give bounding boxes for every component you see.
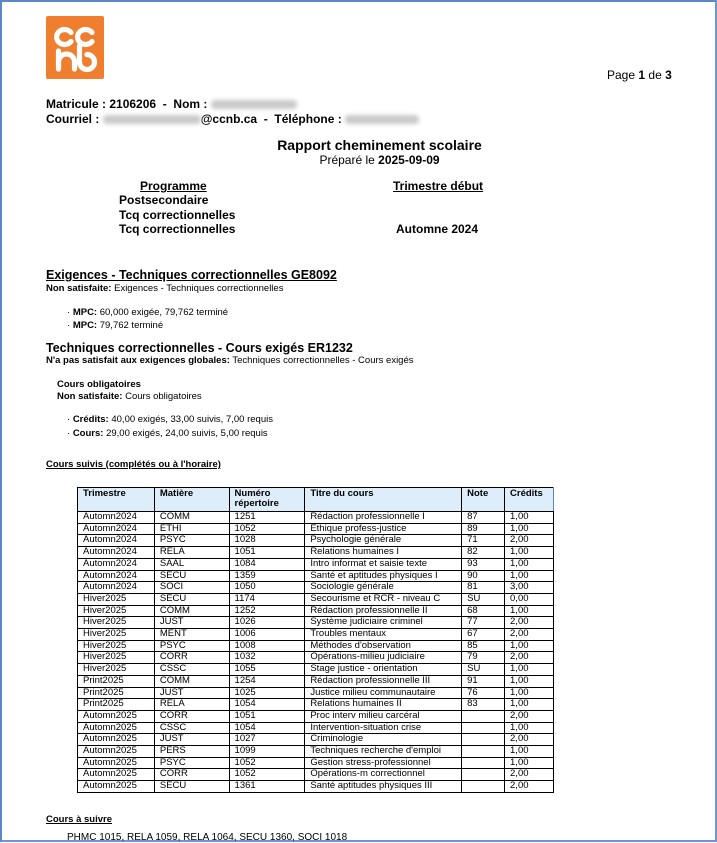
cell-credits: 0,00 [505, 593, 554, 605]
table-row [78, 617, 554, 629]
cell-matiere: PSYC [154, 640, 229, 652]
cell-note: 79 [462, 652, 505, 664]
bullet-text: 29,00 exigés, 24,00 suivis, 5,00 requis [106, 428, 268, 439]
cours-exiges-heading: Techniques correctionnelles - Cours exigés ER1232 [46, 341, 353, 355]
cell-numero: 1006 [229, 629, 305, 641]
table-row [78, 523, 554, 535]
cell-credits: 1,00 [505, 523, 554, 535]
cell-matiere: ETHI [154, 523, 229, 535]
cours-obligatoires-heading [57, 379, 141, 390]
column-header-titre: Titre du cours [305, 488, 462, 512]
bullet-label: MPC: [72, 307, 98, 318]
cell-trimestre: Automn2024 [78, 512, 155, 524]
page-of-label: de [648, 68, 662, 82]
cell-note: 85 [462, 640, 505, 652]
cell-trimestre: Print2025 [78, 699, 155, 711]
report-subtitle [2, 153, 717, 167]
cell-numero: 1055 [229, 664, 305, 676]
cell-matiere: PSYC [154, 757, 229, 769]
cell-numero: 1099 [229, 746, 305, 758]
cell-trimestre: Hiver2025 [78, 593, 155, 605]
cell-titre: Secourisme et RCR - niveau C [305, 593, 462, 605]
cell-trimestre: Hiver2025 [78, 605, 155, 617]
cours-bullet: · Cours: 29,00 exigés, 24,00 suivis, 5,00 requis [67, 428, 268, 439]
cell-credits: 1,00 [505, 558, 554, 570]
cell-note: 90 [462, 570, 505, 582]
bullet-text: 60,000 exigée, 79,762 terminé [99, 307, 229, 318]
column-header-note: Note [462, 488, 505, 512]
cell-numero: 1052 [229, 757, 305, 769]
courriel-label: Courriel : [46, 112, 100, 126]
cell-numero: 1052 [229, 523, 305, 535]
cell-note: 91 [462, 675, 505, 687]
exigences-heading: Exigences - Techniques correctionnelles GE8092 [46, 268, 337, 282]
cell-matiere: SOCI [154, 582, 229, 594]
cell-matiere: COMM [154, 512, 229, 524]
bullet-text: 79,762 terminé [99, 320, 164, 331]
table-row [78, 710, 554, 722]
redacted-phone [345, 115, 419, 124]
cell-trimestre: Automn2024 [78, 582, 155, 594]
matricule-value: 2106206 [109, 97, 157, 111]
credits-bullet: · Crédits: 40,00 exigés, 33,00 suivis, 7,00 requis [67, 414, 273, 425]
cell-titre: Techniques recherche d'emploi [305, 746, 462, 758]
bullet-label: Crédits: [72, 414, 109, 425]
cell-trimestre: Hiver2025 [78, 652, 155, 664]
redacted-name [211, 100, 297, 109]
cell-credits: 1,00 [505, 547, 554, 559]
cell-numero: 1054 [229, 699, 305, 711]
cell-titre: Proc interv milieu carcéral [305, 710, 462, 722]
cell-credits: 1,00 [505, 675, 554, 687]
cell-numero: 1032 [229, 652, 305, 664]
cell-credits: 2,00 [505, 652, 554, 664]
table-row [78, 593, 554, 605]
cell-credits: 1,00 [505, 757, 554, 769]
table-row [78, 629, 554, 641]
cell-titre: Opérations-m correctionnel [305, 769, 462, 781]
trimestre-debut-header: Trimestre début [393, 179, 484, 193]
cell-matiere: CORR [154, 710, 229, 722]
cours-obligatoires-status [57, 391, 202, 402]
cell-credits: 1,00 [505, 605, 554, 617]
cell-credits: 2,00 [505, 781, 554, 793]
cell-numero: 1252 [229, 605, 305, 617]
cell-trimestre: Automn2025 [78, 746, 155, 758]
cell-trimestre: Automn2025 [78, 769, 155, 781]
cell-matiere: SAAL [154, 558, 229, 570]
status-label: N'a pas satisfait aux exigences globales: [46, 355, 230, 366]
cell-trimestre: Automn2024 [78, 558, 155, 570]
cell-titre: Stage justice - orientation [305, 664, 462, 676]
cell-titre: Gestion stress-professionnel [305, 757, 462, 769]
cell-numero: 1251 [229, 512, 305, 524]
cell-trimestre: Print2025 [78, 687, 155, 699]
table-row [78, 570, 554, 582]
bullet-label: Cours: [72, 428, 104, 439]
table-row [78, 558, 554, 570]
cell-numero: 1051 [229, 547, 305, 559]
status-label: Non satisfaite: [46, 283, 112, 294]
cell-trimestre: Automn2025 [78, 757, 155, 769]
separator: - [263, 112, 268, 126]
cell-note [462, 734, 505, 746]
cell-titre: Intro informat et saisie texte [305, 558, 462, 570]
cell-titre: Criminologie [305, 734, 462, 746]
cell-note: 93 [462, 558, 505, 570]
cell-credits: 2,00 [505, 629, 554, 641]
cell-trimestre: Hiver2025 [78, 640, 155, 652]
cell-titre: Santé aptitudes physiques III [305, 781, 462, 793]
prepared-label: Préparé le [319, 153, 375, 167]
cell-titre: Système judiciaire criminel [305, 617, 462, 629]
cours-suivis-heading: Cours suivis (complétés ou à l'horaire) [46, 459, 221, 470]
cell-note: 71 [462, 535, 505, 547]
cell-note: 67 [462, 629, 505, 641]
status-text: Exigences - Techniques correctionnelles [114, 283, 284, 294]
table-row [78, 582, 554, 594]
cell-matiere: RELA [154, 699, 229, 711]
cell-trimestre: Hiver2025 [78, 617, 155, 629]
cell-trimestre: Print2025 [78, 675, 155, 687]
cell-credits: 2,00 [505, 617, 554, 629]
cell-numero: 1052 [229, 769, 305, 781]
page-current: 1 [638, 68, 646, 82]
ccnb-logo-icon [46, 16, 104, 79]
cell-titre: Relations humaines II [305, 699, 462, 711]
cell-trimestre: Automn2024 [78, 523, 155, 535]
courriel-domain: @ccnb.ca [200, 112, 258, 126]
table-row [78, 734, 554, 746]
cell-credits: 1,00 [505, 570, 554, 582]
cell-note [462, 757, 505, 769]
cell-credits: 2,00 [505, 769, 554, 781]
table-row [78, 675, 554, 687]
cell-numero: 1054 [229, 722, 305, 734]
cell-note [462, 769, 505, 781]
column-header-matiere: Matière [154, 488, 229, 512]
student-id-line [46, 97, 297, 111]
cell-numero: 1361 [229, 781, 305, 793]
table-row [78, 652, 554, 664]
exigences-status [46, 283, 283, 294]
cell-matiere: JUST [154, 734, 229, 746]
cell-matiere: MENT [154, 629, 229, 641]
status-text: Techniques correctionnelles - Cours exigés [232, 355, 414, 366]
separator: - [162, 97, 167, 111]
cell-note: 81 [462, 582, 505, 594]
courses-table [77, 487, 554, 793]
matricule-label: Matricule : [46, 97, 107, 111]
cell-titre: Troubles mentaux [305, 629, 462, 641]
cell-note [462, 746, 505, 758]
cell-titre: Éthique profess-justice [305, 523, 462, 535]
table-header-row [78, 488, 554, 512]
cell-matiere: COMM [154, 605, 229, 617]
cell-credits: 2,00 [505, 535, 554, 547]
cell-numero: 1254 [229, 675, 305, 687]
sub-title: Cours obligatoires [57, 379, 141, 390]
cell-titre: Méthodes d'observation [305, 640, 462, 652]
cell-note: SU [462, 664, 505, 676]
trimestre-debut-value: Automne 2024 [396, 222, 479, 236]
table-row [78, 722, 554, 734]
cell-numero: 1359 [229, 570, 305, 582]
cell-numero: 1028 [229, 535, 305, 547]
cell-matiere: CSSC [154, 722, 229, 734]
cell-trimestre: Hiver2025 [78, 629, 155, 641]
cell-titre: Rédaction professionnelle I [305, 512, 462, 524]
cell-numero: 1084 [229, 558, 305, 570]
programme-item: Postsecondaire [119, 193, 209, 207]
table-row [78, 699, 554, 711]
cell-note: 76 [462, 687, 505, 699]
status-label: Non satisfaite: [57, 391, 123, 402]
cell-credits: 1,00 [505, 640, 554, 652]
table-row [78, 547, 554, 559]
cell-note [462, 722, 505, 734]
table-row [78, 664, 554, 676]
cell-credits: 1,00 [505, 664, 554, 676]
prepared-date: 2025-09-09 [378, 153, 440, 167]
cell-matiere: SECU [154, 593, 229, 605]
cell-titre: Sociologie générale [305, 582, 462, 594]
cell-trimestre: Automn2025 [78, 734, 155, 746]
cell-titre: Intervention-situation crise [305, 722, 462, 734]
cours-a-suivre-list: PHMC 1015, RELA 1059, RELA 1064, SECU 1360, SOCI 1018 [67, 832, 348, 843]
cell-matiere: PSYC [154, 535, 229, 547]
table-row [78, 535, 554, 547]
cell-titre: Psychologie générale [305, 535, 462, 547]
cell-note: SU [462, 593, 505, 605]
programme-header: Programme [140, 179, 207, 193]
table-row [78, 769, 554, 781]
cell-matiere: JUST [154, 617, 229, 629]
cell-numero: 1008 [229, 640, 305, 652]
cell-matiere: PERS [154, 746, 229, 758]
cell-trimestre: Hiver2025 [78, 664, 155, 676]
cell-credits: 1,00 [505, 699, 554, 711]
cell-credits: 3,00 [505, 582, 554, 594]
cell-trimestre: Automn2024 [78, 570, 155, 582]
cell-note [462, 781, 505, 793]
cell-numero: 1027 [229, 734, 305, 746]
table-body [78, 512, 554, 793]
table-row [78, 512, 554, 524]
exigences-bullet: · MPC: 60,000 exigée, 79,762 terminé [67, 307, 229, 318]
table-row [78, 746, 554, 758]
cell-credits: 1,00 [505, 687, 554, 699]
cell-note: 68 [462, 605, 505, 617]
cell-trimestre: Automn2025 [78, 781, 155, 793]
cell-titre: Rédaction professionnelle III [305, 675, 462, 687]
programme-item: Tcq correctionnelles [119, 222, 236, 236]
cell-note [462, 710, 505, 722]
report-title: Rapport cheminement scolaire [277, 137, 482, 153]
column-header-trimestre: Trimestre [78, 488, 155, 512]
table-row [78, 687, 554, 699]
cell-matiere: CSSC [154, 664, 229, 676]
bullet-text: 40,00 exigés, 33,00 suivis, 7,00 requis [111, 414, 273, 425]
cell-trimestre: Automn2025 [78, 722, 155, 734]
cell-note: 83 [462, 699, 505, 711]
cell-note: 77 [462, 617, 505, 629]
cell-matiere: JUST [154, 687, 229, 699]
table-row [78, 605, 554, 617]
table-row [78, 781, 554, 793]
telephone-label: Téléphone : [274, 112, 342, 126]
ccnb-logo [46, 16, 104, 79]
programme-item: Tcq correctionnelles [119, 208, 236, 222]
cell-note: 82 [462, 547, 505, 559]
cours-a-suivre-heading: Cours à suivre [46, 814, 112, 825]
cell-numero: 1174 [229, 593, 305, 605]
cell-credits: 2,00 [505, 734, 554, 746]
student-contact-line [46, 112, 419, 126]
table-row [78, 757, 554, 769]
cell-numero: 1025 [229, 687, 305, 699]
column-header-numero: Numéro répertoire [229, 488, 305, 512]
cell-credits: 2,00 [505, 710, 554, 722]
column-header-credits: Crédits [505, 488, 554, 512]
cell-titre: Justice milieu communautaire [305, 687, 462, 699]
cell-matiere: RELA [154, 547, 229, 559]
page-indicator [607, 68, 672, 82]
cell-matiere: CORR [154, 652, 229, 664]
cell-matiere: CORR [154, 769, 229, 781]
cell-credits: 1,00 [505, 722, 554, 734]
cell-numero: 1026 [229, 617, 305, 629]
cell-note: 87 [462, 512, 505, 524]
cell-trimestre: Automn2025 [78, 710, 155, 722]
cell-titre: Relations humaines I [305, 547, 462, 559]
cell-note: 89 [462, 523, 505, 535]
cell-trimestre: Automn2024 [78, 547, 155, 559]
page-prefix: Page [607, 68, 636, 82]
cell-numero: 1051 [229, 710, 305, 722]
cell-titre: Rédaction professionnelle II [305, 605, 462, 617]
cell-numero: 1050 [229, 582, 305, 594]
cell-matiere: COMM [154, 675, 229, 687]
cours-exiges-status [46, 355, 414, 366]
redacted-email-user [103, 115, 201, 124]
cell-matiere: SECU [154, 570, 229, 582]
cell-credits: 1,00 [505, 512, 554, 524]
page-total: 3 [665, 68, 672, 82]
cell-titre: Opérations-milieu judiciaire [305, 652, 462, 664]
exigences-bullet: · MPC: 79,762 terminé [67, 320, 164, 331]
cell-trimestre: Automn2024 [78, 535, 155, 547]
table-row [78, 640, 554, 652]
bullet-label: MPC: [72, 320, 98, 331]
cell-titre: Santé et aptitudes physiques I [305, 570, 462, 582]
cell-credits: 1,00 [505, 746, 554, 758]
status-text: Cours obligatoires [125, 391, 202, 402]
cell-matiere: SECU [154, 781, 229, 793]
nom-label: Nom : [173, 97, 208, 111]
